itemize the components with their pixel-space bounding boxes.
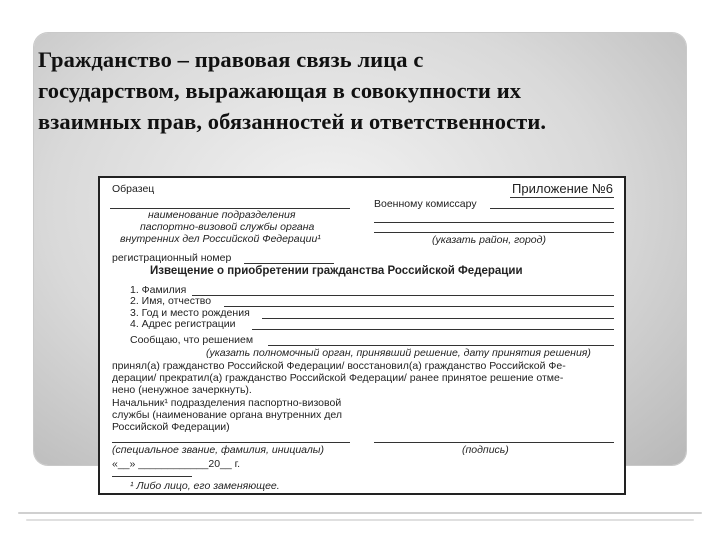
field-line (262, 318, 614, 319)
footnote: ¹ Либо лицо, его заменяющее. (130, 480, 280, 492)
chief-line-3: Российской Федерации) (112, 421, 230, 433)
form-sample-label: Образец (112, 183, 155, 195)
title-line-3: взаимных прав, обязанностей и ответственности. (38, 109, 547, 134)
field-line (252, 329, 614, 330)
left-header-line-1: наименование подразделения (148, 209, 296, 221)
notification-form-image (98, 176, 626, 495)
underline (510, 197, 614, 198)
district-hint: (указать район, город) (432, 234, 546, 246)
field-surname-label: 1. Фамилия (130, 284, 187, 296)
form-heading: Извещение о приобретении гражданства Российской Федерации (150, 265, 523, 277)
decorative-line (18, 512, 702, 514)
chief-line-2: службы (наименование органа внутренних дел (112, 409, 342, 421)
field-line (224, 306, 614, 307)
left-header-line-2: паспортно-визовой службы органа (140, 221, 315, 233)
left-header-line-3: внутренних дел Российской Федерации¹ (120, 233, 321, 245)
decorative-line (26, 519, 694, 521)
decision-line-2: дерации/ прекратил(а) гражданство Российской Федерации/ ранее принятое решение отме- (112, 372, 564, 384)
title-line-2: государством, выражающая в совокупности их (38, 78, 522, 103)
field-birth-label: 3. Год и место рождения (130, 307, 250, 319)
decision-line-3: нено (ненужное зачеркнуть). (112, 384, 252, 396)
chief-line-1: Начальник¹ подразделения паспортно-визовой (112, 397, 342, 409)
signature-left-hint: (специальное звание, фамилия, инициалы) (112, 444, 325, 456)
field-line (374, 222, 614, 223)
form-appendix-label: Приложение №6 (512, 181, 614, 196)
commissar-label: Военному комиссару (374, 198, 477, 210)
field-line (192, 295, 614, 296)
date-line: «__» ____________20__ г. (112, 458, 241, 470)
field-line (490, 208, 614, 209)
signature-right-hint: (подпись) (462, 444, 509, 456)
report-hint: (указать полномочный орган, принявший решение, дату принятия решения) (206, 347, 591, 359)
slide-title (38, 44, 678, 137)
signature-line (374, 442, 614, 443)
field-line (268, 345, 614, 346)
field-line (244, 263, 334, 264)
signature-line (112, 442, 350, 443)
decision-line-1: принял(а) гражданство Российской Федерации/ восстановил(а) гражданство Российской Фе- (112, 360, 566, 372)
field-address-label: 4. Адрес регистрации (130, 318, 236, 330)
field-name-label: 2. Имя, отчество (130, 295, 212, 307)
title-line-1: Гражданство – правовая связь лица с (38, 47, 424, 72)
field-line (374, 232, 614, 233)
footnote-separator (112, 476, 192, 477)
registration-number-label: регистрационный номер (112, 252, 232, 264)
report-label: Сообщаю, что решением (130, 334, 254, 346)
